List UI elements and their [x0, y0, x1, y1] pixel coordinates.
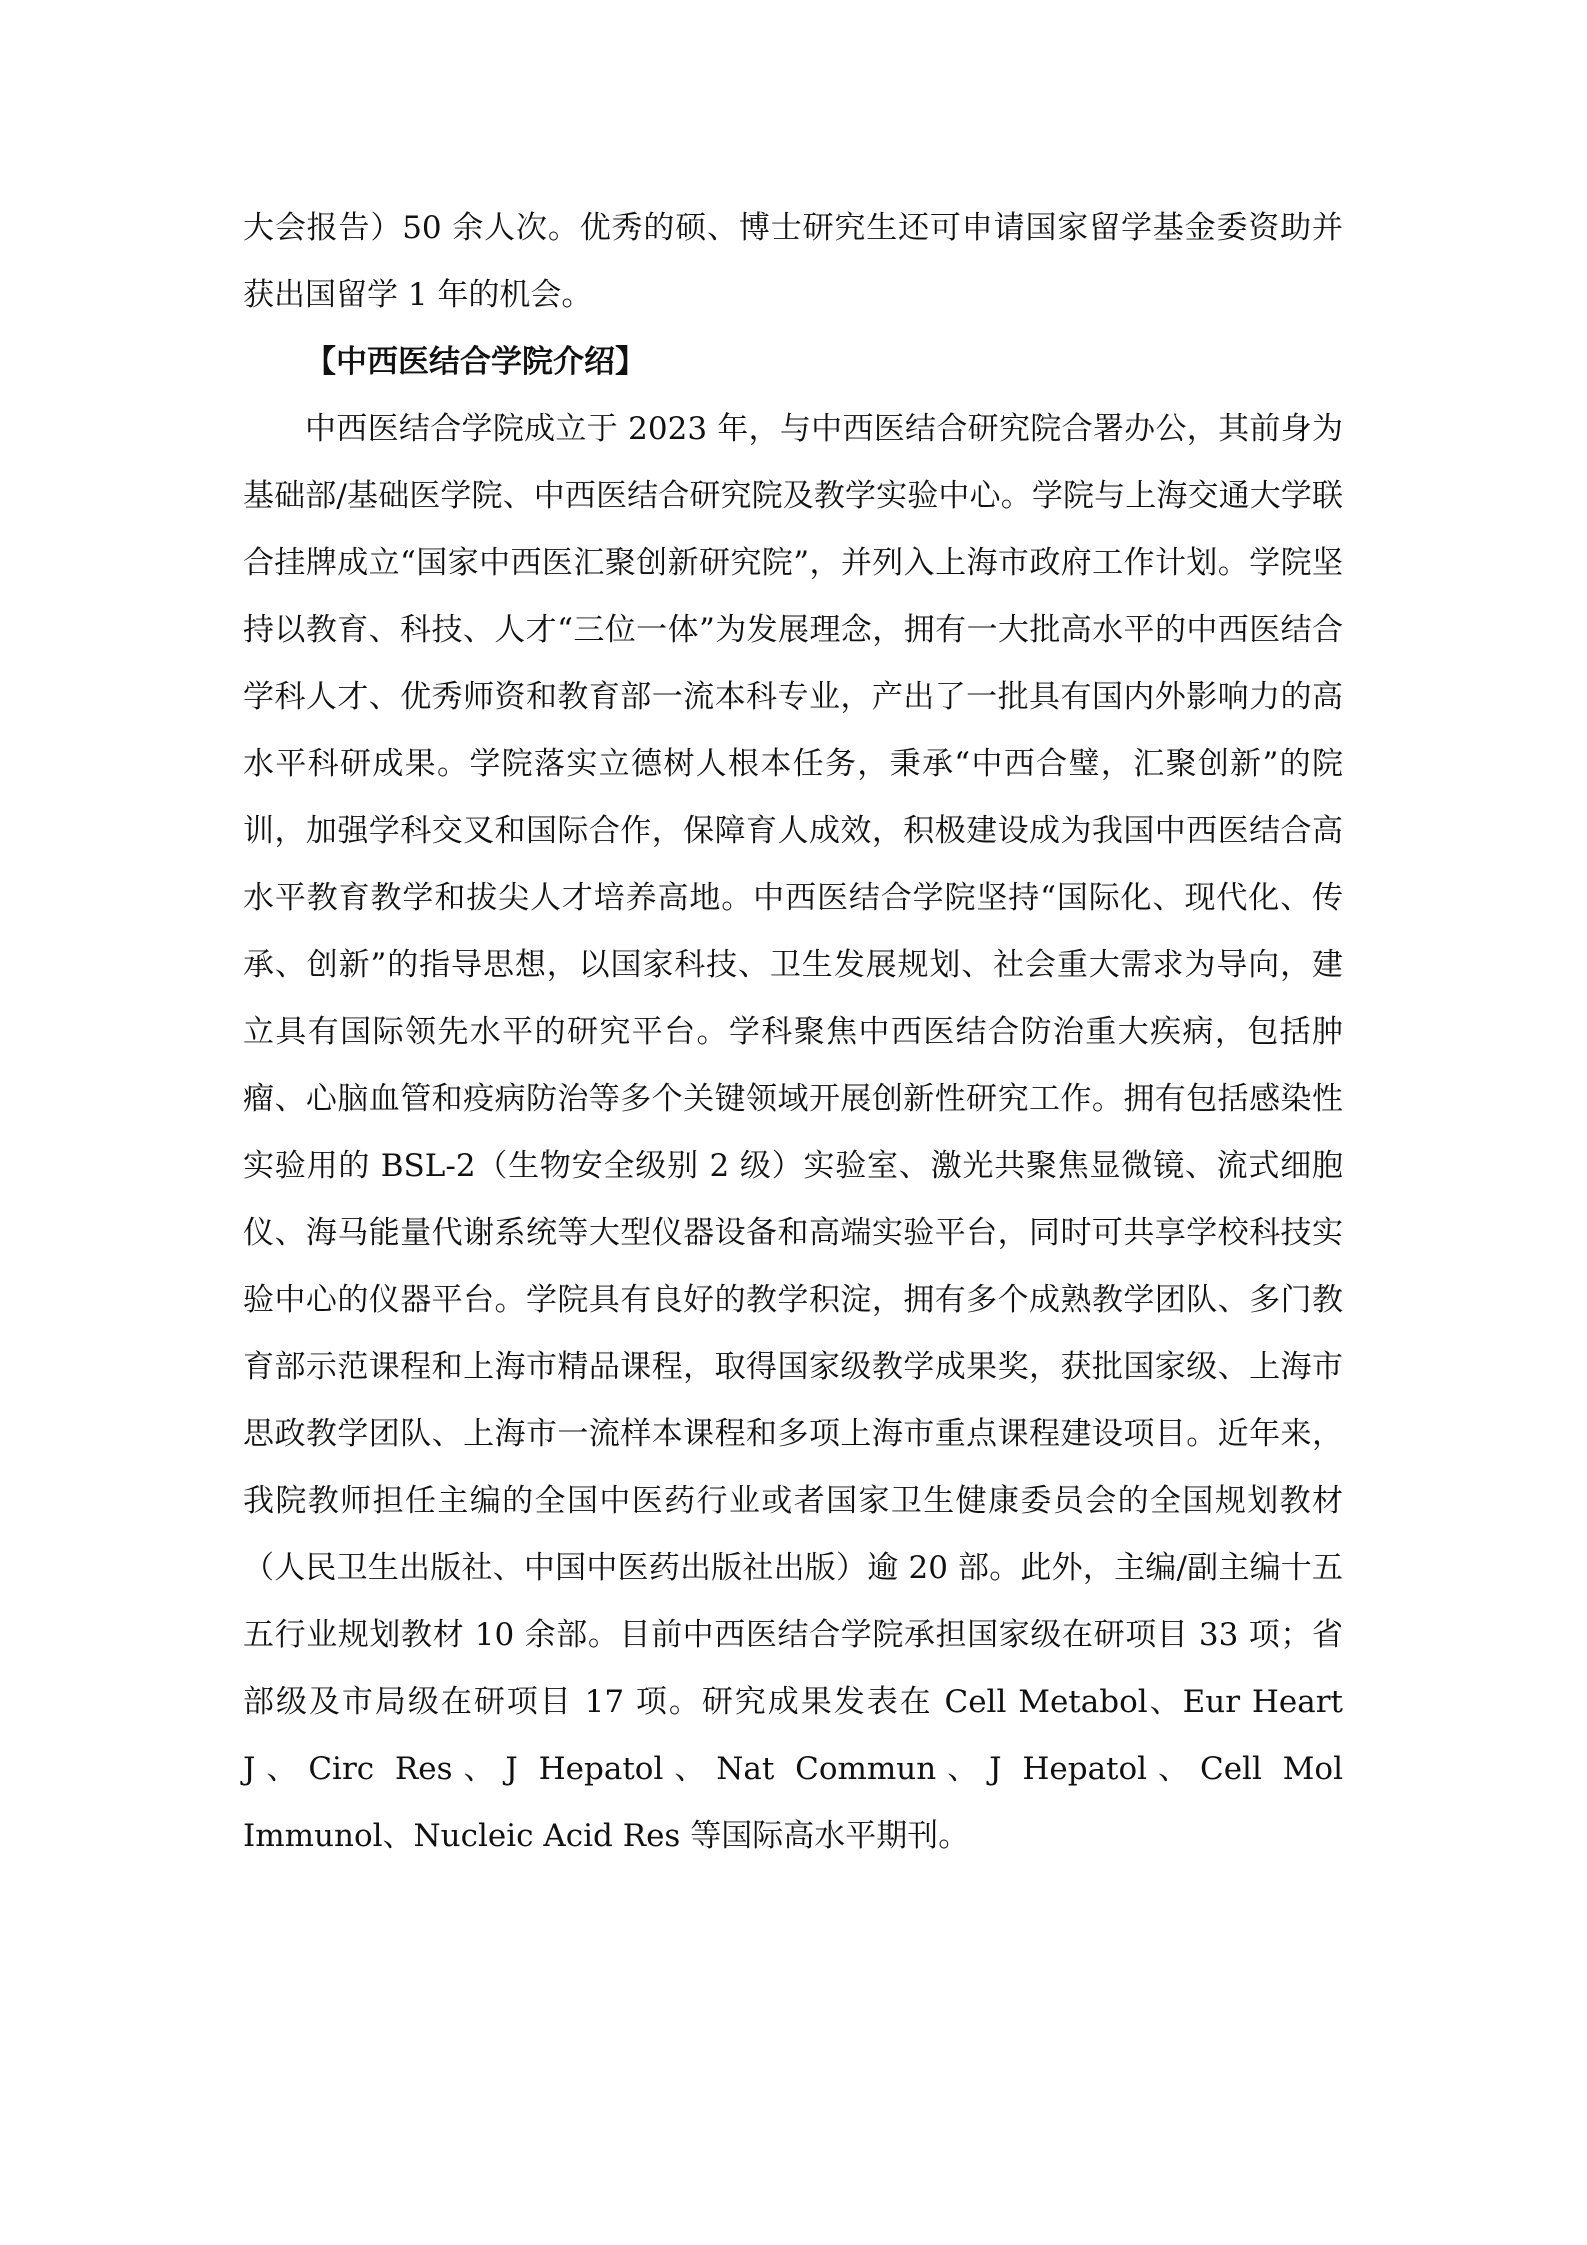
section-heading: 【中西医结合学院介绍】	[305, 344, 646, 380]
document-body	[243, 195, 1343, 1870]
section-body-paragraph: 中西医结合学院成立于 2023 年，与中西医结合研究院合署办公，其前身为基础部/基础医学院、中西医结合研究院及教学实验中心。学院与上海交通大学联合挂牌成立“国家中西医汇聚创新研究院”，并列入上海市政府工作计划。学院坚持以教育、科技、人才“三位一体”为发展理念，拥有一大批高水平的中西医结合学科人才、优秀师资和教育部一流本科专业，产出了一批具有国内外影响力的高水平科研成果。学院落实立德树人根本任务，秉承“中西合璧，汇聚创新”的院训，加强学科交叉和国际合作，保障育人成效，积极建设成为我国中西医结合高水平教育教学和拔尖人才培养高地。中西医结合学院坚持“国际化、现代化、传承、创新”的指导思想，以国家科技、卫生发展规划、社会重大需求为导向，建立具有国际领先水平的研究平台。学科聚焦中西医结合防治重大疾病，包括肿瘤、心脑血管和疫病防治等多个关键领域开展创新性研究工作。拥有包括感染性实验用的 BSL-2（生物安全级别 2 级）实验室、激光共聚焦显微镜、流式细胞仪、海马能量代谢系统等大型仪器设备和高端实验平台，同时可共享学校科技实验中心的仪器平台。学院具有良好的教学积淀，拥有多个成熟教学团队、多门教育部示范课程和上海市精品课程，取得国家级教学成果奖，获批国家级、上海市思政教学团队、上海市一流样本课程和多项上海市重点课程建设项目。近年来，我院教师担任主编的全国中医药行业或者国家卫生健康委员会的全国规划教材（人民卫生出版社、中国中医药出版社出版）逾 20 部。此外，主编/副主编十五五行业规划教材 10 余部。目前中西医结合学院承担国家级在研项目 33 项；省部级及市局级在研项目 17 项。研究成果发表在 Cell Metabol、Eur Heart J、Circ Res、J Hepatol、Nat Commun、J Hepatol、Cell Mol Immunol、Nucleic Acid Res 等国际高水平期刊。	[243, 411, 1343, 1854]
continuation-paragraph: 大会报告）50 余人次。优秀的硕、博士研究生还可申请国家留学基金委资助并获出国留学 1 年的机会。	[243, 210, 1343, 313]
